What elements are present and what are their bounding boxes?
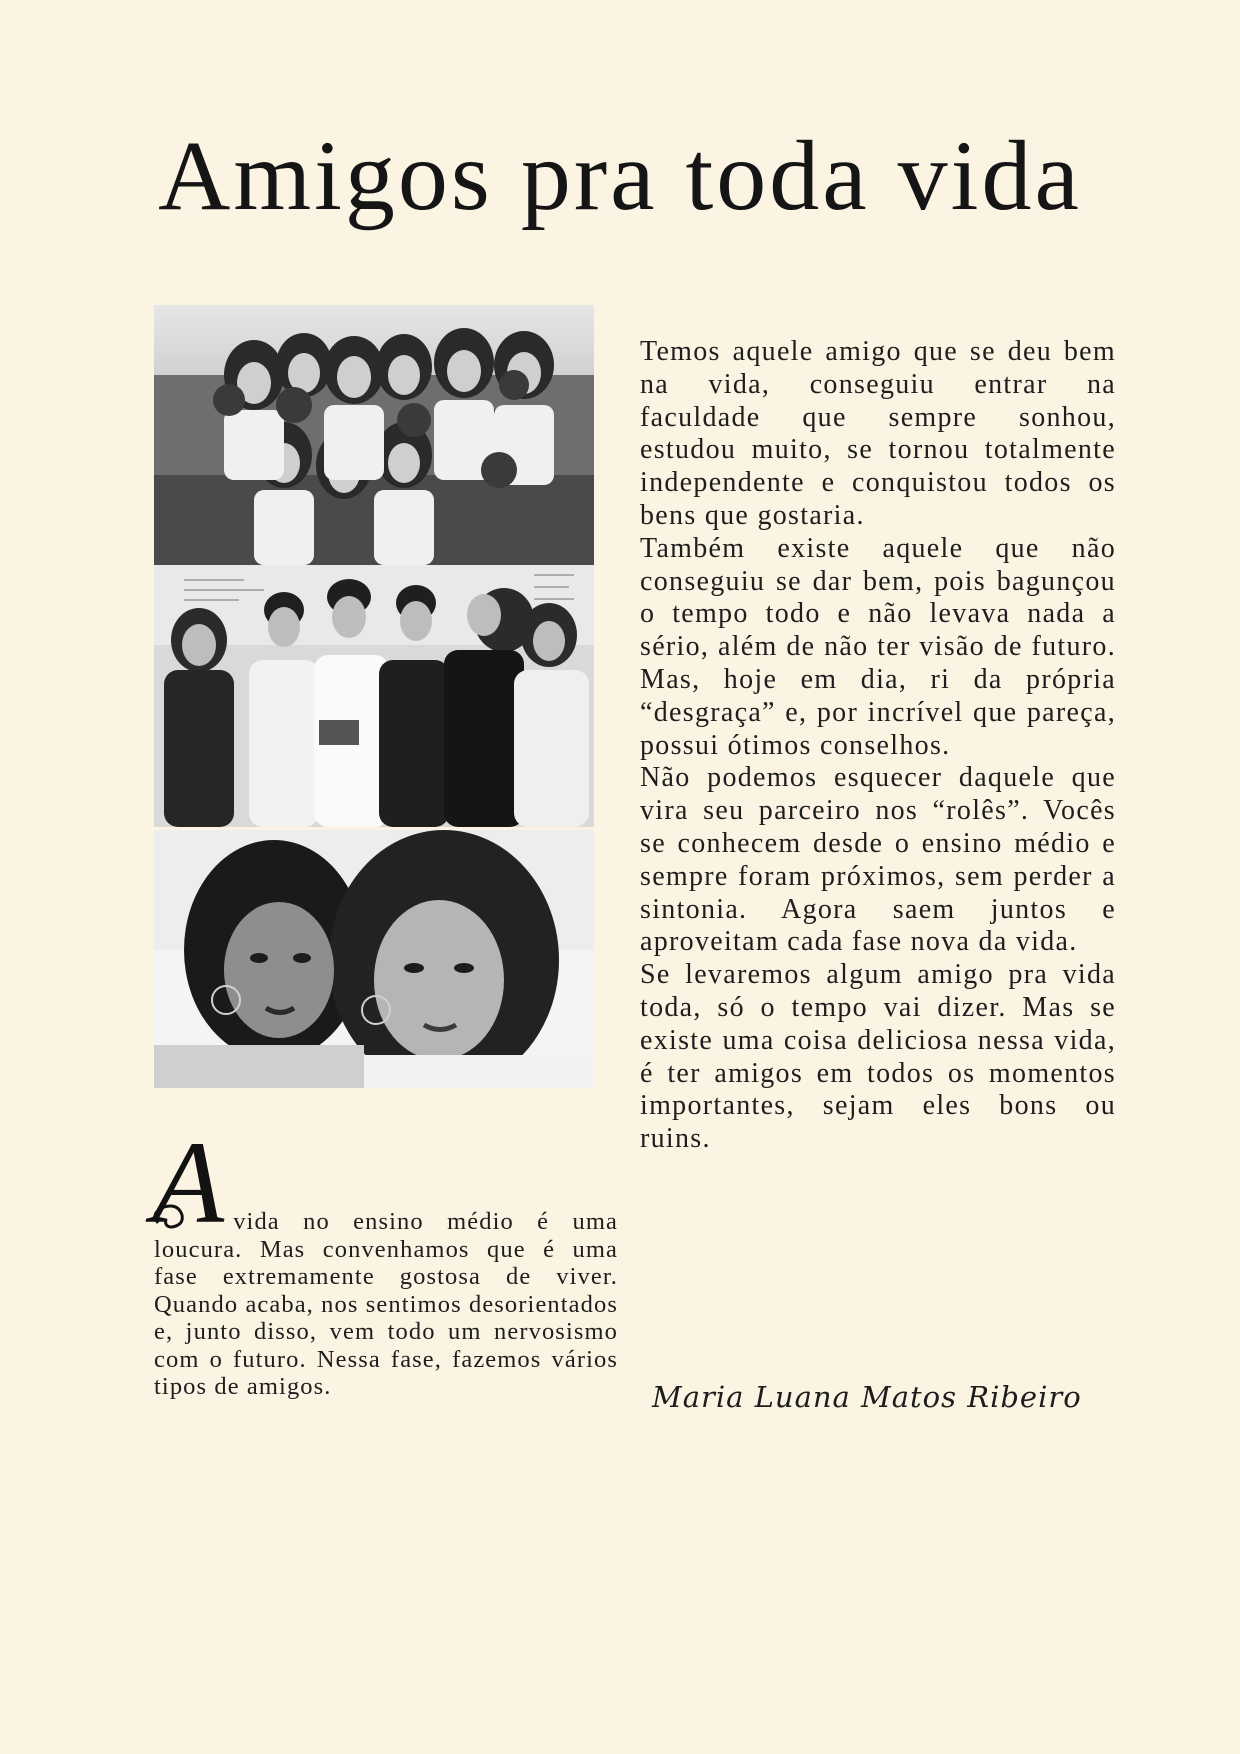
page-title: Amigos pra toda vida xyxy=(158,120,1082,231)
body-paragraph-1: Temos aquele amigo que se deu bem na vida, conseguiu entrar na faculdade que sempre sonhou, estudou muito, se tornou totalmente independente e conquistou todos os bens que gostaria. xyxy=(640,336,1116,531)
photo-selfie-two-friends-icon xyxy=(154,830,594,1088)
photo-group-classroom xyxy=(154,565,594,827)
photo-group-cheerleaders xyxy=(154,305,594,565)
photo-group-cheerleaders-icon xyxy=(154,305,594,565)
drop-cap-letter: A xyxy=(152,1117,226,1248)
drop-cap xyxy=(152,1117,226,1248)
photo-group-classroom-icon xyxy=(154,565,594,827)
photo-selfie-two-friends xyxy=(154,830,594,1088)
article-intro xyxy=(152,1117,618,1401)
author-signature: Maria Luana Matos Ribeiro xyxy=(652,1380,1082,1414)
body-paragraph-4: Se levaremos algum amigo pra vida toda, só o tempo vai dizer. Mas se existe uma coisa deliciosa nessa vida, é ter amigos em todos os momentos importantes, sejam eles bons ou ruins. xyxy=(640,959,1116,1155)
body-paragraph-3: Não podemos esquecer daquele que vira seu parceiro nos “rolês”. Vocês se conhecem desde o ensino médio e sempre foram próximos, sem perder a sintonia. Agora saem juntos e aproveitam cada fase nova da vida. xyxy=(640,762,1116,958)
article-body xyxy=(640,336,1116,1156)
drop-cap-flourish-icon xyxy=(150,1193,210,1233)
body-paragraph-2: Também existe aquele que não conseguiu se dar bem, pois bagunçou o tempo todo e não levava nada a sério, além de não ter visão de futuro. Mas, hoje em dia, ri da própria “desgraça” e, por incrível que pareça, possui ótimos conselhos. xyxy=(640,532,1116,761)
intro-paragraph: vida no ensino médio é uma loucura. Mas convenhamos que é uma fase extremamente gostosa de viver. Quando acaba, nos sentimos desorientados e, junto disso, vem todo um nervosismo com o futuro. Nessa fase, fazemos vários tipos de amigos. xyxy=(154,1208,618,1400)
